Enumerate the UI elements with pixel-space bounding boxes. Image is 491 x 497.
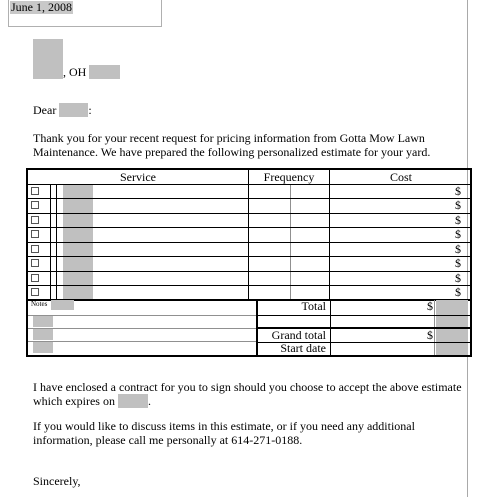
row-rule	[28, 242, 470, 243]
notes-line-placeholder[interactable]	[33, 329, 53, 340]
grand-total-dollar: $	[427, 328, 433, 342]
cost-dollar: $	[455, 256, 461, 270]
notes-label: Notes	[31, 300, 48, 308]
total-label: Total	[301, 299, 326, 313]
grand-total-label: Grand total	[271, 328, 326, 342]
zip-placeholder[interactable]	[89, 65, 120, 79]
cost-dollar: $	[455, 242, 461, 256]
closing: Sincerely,	[33, 474, 81, 488]
row-rule	[28, 213, 470, 214]
service-header: Service	[120, 170, 156, 184]
row-rule	[28, 227, 470, 228]
notes-line-placeholder[interactable]	[33, 342, 53, 353]
service-checkbox[interactable]	[31, 274, 39, 282]
total-value-placeholder[interactable]	[436, 300, 468, 315]
row-rule	[28, 256, 470, 257]
greeting-colon: :	[88, 103, 92, 117]
cost-dollar: $	[455, 227, 461, 241]
recipient-name-placeholder[interactable]	[59, 103, 88, 117]
estimate-table	[26, 168, 472, 357]
service-frequency-divider	[248, 170, 249, 300]
cost-dollar: $	[455, 184, 461, 198]
notes-rule	[28, 328, 256, 329]
cost-dollar: $	[455, 198, 461, 212]
intro-line-1: Thank you for your recent request for pricing information from Gotta Mow Lawn	[33, 131, 425, 145]
address-line	[33, 65, 120, 79]
contract-line-1: I have enclosed a contract for you to sign should you choose to accept the above estimate	[33, 380, 462, 394]
service-checkbox[interactable]	[31, 187, 39, 195]
row-rule	[28, 271, 470, 272]
greeting-line	[33, 103, 92, 117]
summary-top-rule	[28, 299, 470, 301]
expiration-date-placeholder[interactable]	[118, 394, 148, 408]
discuss-line-1: If you would like to discuss items in this estimate, or if you need any additional	[33, 419, 415, 433]
discuss-line-2: information, please call me personally at 614-271-0188.	[33, 433, 303, 447]
state-text: , OH	[63, 65, 87, 79]
service-checkbox[interactable]	[31, 259, 39, 267]
start-date-label: Start date	[280, 341, 326, 355]
cost-dollar: $	[455, 213, 461, 227]
frequency-cost-divider	[329, 170, 330, 300]
cost-header: Cost	[389, 170, 412, 184]
contract-text: which expires on	[33, 394, 115, 408]
notes-placeholder[interactable]	[51, 300, 74, 310]
service-checkbox[interactable]	[31, 230, 39, 238]
city-placeholder[interactable]	[33, 65, 63, 79]
start-date-value-placeholder[interactable]	[436, 343, 468, 355]
row-rule	[28, 198, 470, 199]
service-checkbox[interactable]	[31, 201, 39, 209]
row-rule	[28, 285, 470, 286]
adjustment-value-placeholder[interactable]	[436, 316, 468, 327]
greeting-text: Dear	[33, 103, 57, 117]
contract-period: .	[147, 394, 151, 408]
service-checkbox[interactable]	[31, 216, 39, 224]
intro-line-2: Maintenance. We have prepared the following personalized estimate for your yard.	[33, 145, 431, 159]
contract-line-2	[33, 394, 151, 408]
header-rule	[28, 184, 470, 185]
cost-dollar: $	[455, 271, 461, 285]
notes-line-placeholder[interactable]	[33, 316, 53, 327]
grand-total-value-placeholder[interactable]	[436, 329, 468, 342]
letter-date: June 1, 2008	[11, 0, 72, 14]
notes-rule	[28, 315, 256, 316]
cost-dollar: $	[455, 285, 461, 299]
service-checkbox[interactable]	[31, 245, 39, 253]
total-dollar: $	[427, 299, 433, 313]
frequency-header: Frequency	[263, 170, 315, 184]
notes-rule	[28, 341, 256, 342]
service-checkbox[interactable]	[31, 288, 39, 296]
